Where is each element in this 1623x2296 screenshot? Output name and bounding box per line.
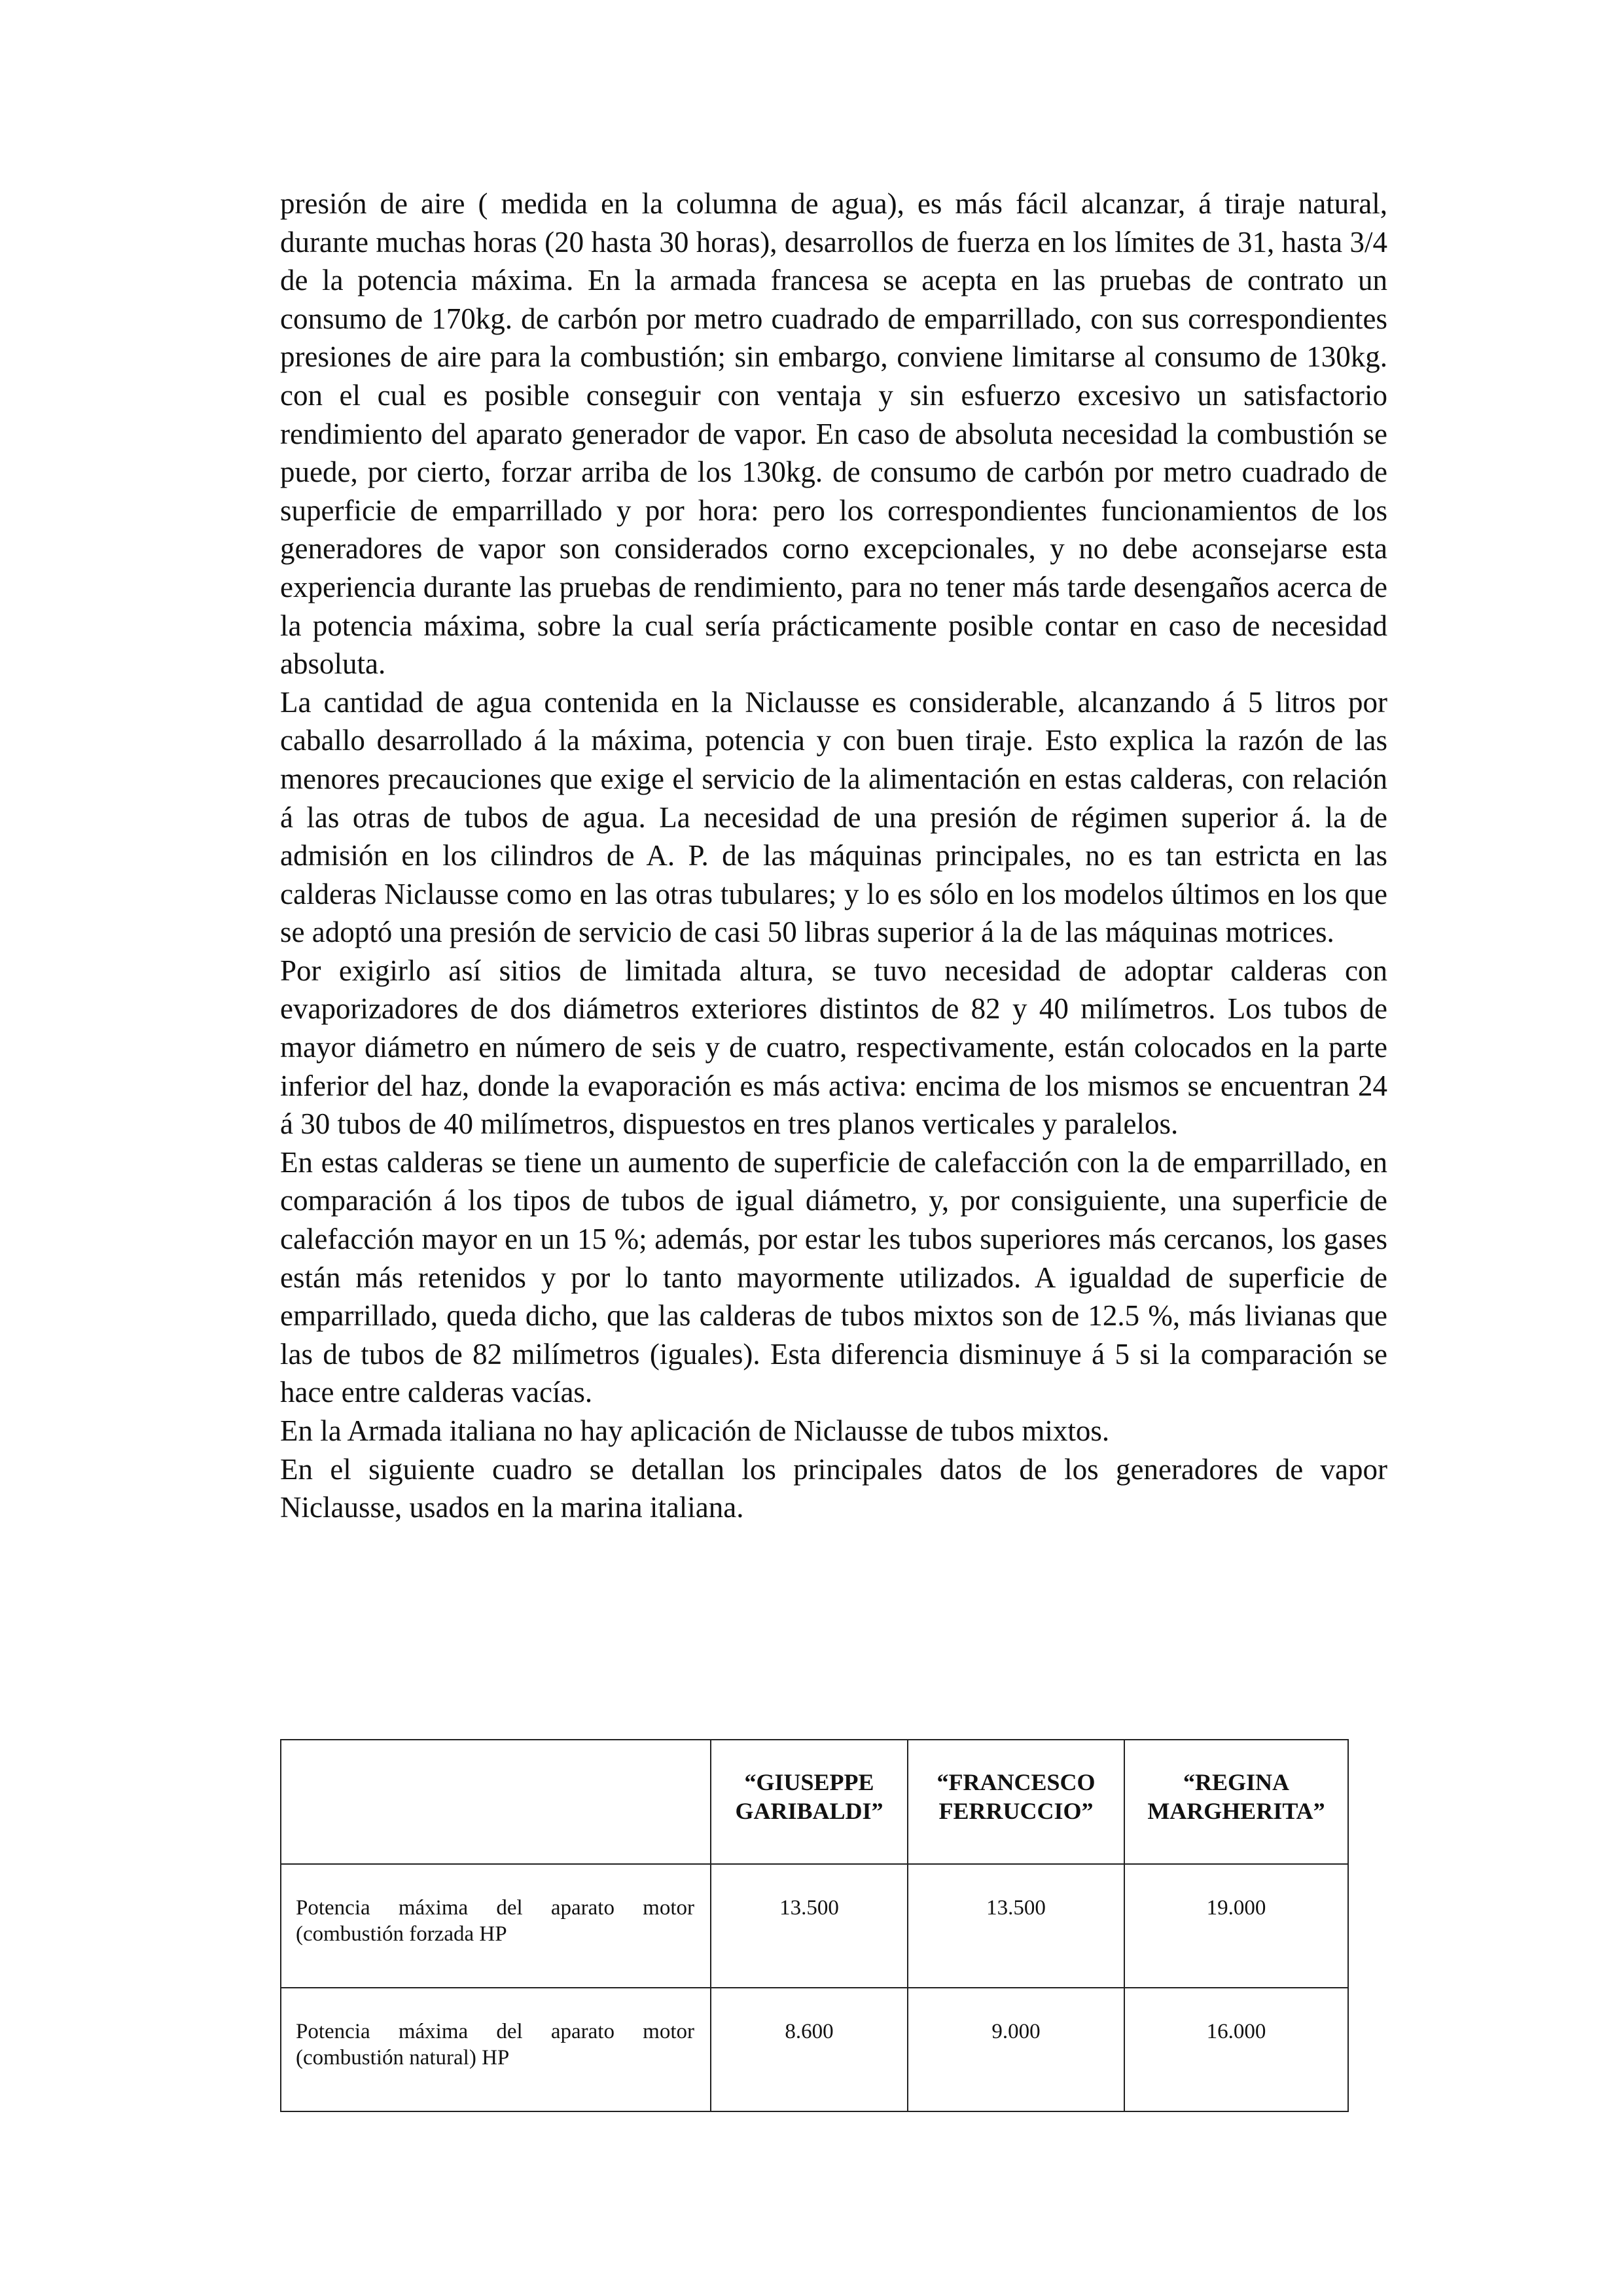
cell-value: 13.500	[908, 1864, 1124, 1988]
cell-value: 8.600	[711, 1988, 908, 2111]
document-body	[280, 185, 1387, 1527]
paragraph-5: En la Armada italiana no hay aplicación de Niclausse de tubos mixtos.	[280, 1414, 1110, 1447]
header-giuseppe-garibaldi: “GIUSEPPE GARIBALDI”	[711, 1740, 908, 1864]
paragraph-6: En el siguiente cuadro se detallan los principales datos de los generadores de vapor Niclausse, usados en la marina italiana.	[280, 1452, 1387, 1524]
table-row	[281, 1864, 1348, 1988]
table-row	[281, 1988, 1348, 2111]
paragraph-3: Por exigirlo así sitios de limitada altura, se tuvo necesidad de adoptar calderas con evaporizadores de dos diámetros exteriores distintos de 82 y 40 milímetros. Los tubos de mayor diámetro en número de seis y de cuatro, respectivamente, están colocados en la parte inferior del haz, donde la evaporación es más activa: encima de los mismos se encuentran 24 á 30 tubos de 40 milímetros, dispuestos en tres planos verticales y paralelos.	[280, 954, 1387, 1141]
boiler-data-table	[280, 1739, 1349, 2112]
cell-value: 16.000	[1124, 1988, 1348, 2111]
cell-value: 9.000	[908, 1988, 1124, 2111]
table-header-row	[281, 1740, 1348, 1864]
row-label-forced: Potencia máxima del aparato motor (combustión forzada HP	[281, 1864, 711, 1988]
header-francesco-ferruccio: “FRANCESCO FERRUCCIO”	[908, 1740, 1124, 1864]
cell-value: 19.000	[1124, 1864, 1348, 1988]
boiler-data-table-container	[280, 1739, 1347, 2112]
header-regina-margherita: “REGINA MARGHERITA”	[1124, 1740, 1348, 1864]
paragraph-4: En estas calderas se tiene un aumento de superficie de calefacción con la de emparrillado, en comparación á los tipos de tubos de igual diámetro, y, por consiguiente, una superficie de calefacción mayor en un 15 %; además, por estar les tubos superiores más cercanos, los gases están más retenidos y por lo tanto mayormente utilizados. A igualdad de superficie de emparrillado, queda dicho, que las calderas de tubos mixtos son de 12.5 %, más livianas que las de tubos de 82 milímetros (iguales). Esta diferencia disminuye á 5 si la comparación se hace entre calderas vacías.	[280, 1145, 1387, 1409]
header-empty-cell	[281, 1740, 711, 1864]
paragraph-2: La cantidad de agua contenida en la Niclausse es considerable, alcanzando á 5 litros por caballo desarrollado á la máxima, potencia y con buen tiraje. Esto explica la razón de las menores precauciones que exige el servicio de la alimentación en estas calderas, con relación á las otras de tubos de agua. La necesidad de una presión de régimen superior á. la de admisión en los cilindros de A. P. de las máquinas principales, no es tan estricta en las calderas Niclausse como en las otras tubulares; y lo es sólo en los modelos últimos en los que se adoptó una presión de servicio de casi 50 libras superior á la de las máquinas motrices.	[280, 685, 1387, 949]
row-label-natural: Potencia máxima del aparato motor (combustión natural) HP	[281, 1988, 711, 2111]
cell-value: 13.500	[711, 1864, 908, 1988]
paragraph-1: presión de aire ( medida en la columna de agua), es más fácil alcanzar, á tiraje natural, durante muchas horas (20 hasta 30 horas), desarrollos de fuerza en los límites de 31, hasta 3/4 de la potencia máxima. En la armada francesa se acepta en las pruebas de contrato un consumo de 170kg. de carbón por metro cuadrado de emparrillado, con sus correspondientes presiones de aire para la combustión; sin embargo, conviene limitarse al consumo de 130kg. con el cual es posible conseguir con ventaja y sin esfuerzo excesivo un satisfactorio rendimiento del aparato generador de vapor. En caso de absoluta necesidad la combustión se puede, por cierto, forzar arriba de los 130kg. de consumo de carbón por metro cuadrado de superficie de emparrillado y por hora: pero los correspondientes funcionamientos de los generadores de vapor son considerados corno excepcionales, y no debe aconsejarse esta experiencia durante las pruebas de rendimiento, para no tener más tarde desengaños acerca de la potencia máxima, sobre la cual sería prácticamente posible contar en caso de necesidad absoluta.	[280, 187, 1387, 681]
